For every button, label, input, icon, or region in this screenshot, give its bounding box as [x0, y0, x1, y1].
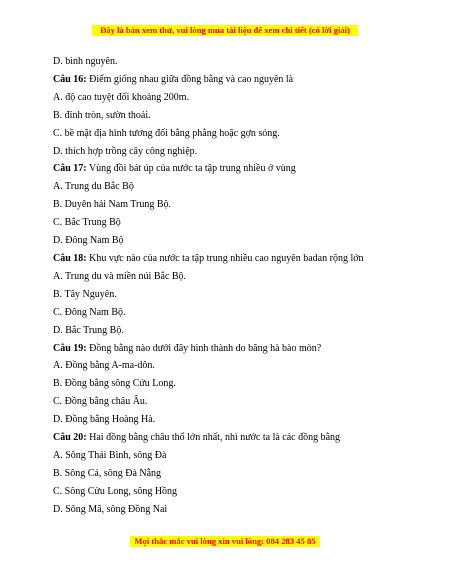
question-line	[53, 71, 423, 89]
question-number: Câu 16:	[53, 73, 87, 85]
question-number: Câu 17:	[53, 163, 87, 175]
question-line	[53, 160, 423, 178]
document-body	[53, 53, 423, 519]
answer-option: C. Đồng bằng châu Âu.	[53, 396, 148, 408]
answer-option: A. Trung du và miền núi Bắc Bộ.	[53, 270, 187, 282]
answer-option: D. Bắc Trung Bộ.	[53, 324, 124, 336]
answer-option: B. đỉnh tròn, sườn thoải.	[53, 109, 151, 121]
answer-option: B. Duyên hải Nam Trung Bộ.	[53, 199, 172, 211]
contact-footer: Mọi thắc mắc vui lòng xin vui lòng: 084 283 45 85	[130, 536, 320, 547]
question-text: Điểm giống nhau giữa đồng bằng và cao nguyên là	[86, 73, 294, 85]
answer-option: B. Đồng bằng sông Cửu Long.	[53, 378, 176, 390]
answer-option: D. Đông Nam Bộ	[53, 235, 124, 247]
question-text: Vùng đồi bát úp của nước ta tập trung nhiều ở vùng	[86, 163, 296, 175]
question-text: Hai đồng bằng châu thổ lớn nhất, nhì nước ta là các đồng bằng	[86, 432, 341, 444]
answer-option: D. thích hợp trồng cây công nghiệp.	[53, 145, 198, 157]
answer-option: C. bề mặt địa hình tương đối bằng phẳng hoặc gợn sóng.	[53, 127, 280, 139]
preview-notice-banner: Đây là bản xem thử, vui lòng mua tài liệu để xem chi tiết (có lời giải)	[92, 25, 358, 36]
answer-option: C. Sông Cửu Long, sông Hồng	[53, 485, 178, 497]
answer-option: A. Trung du Bắc Bộ	[53, 181, 134, 193]
answer-option: D. Sông Mã, sông Đồng Nai	[53, 503, 168, 515]
question-number: Câu 20:	[53, 432, 87, 444]
question-line	[53, 340, 423, 358]
answer-option: A. Sông Thái Bình, sông Đà	[53, 449, 167, 461]
answer-option: B. Tây Nguyên.	[53, 288, 117, 300]
question-number: Câu 18:	[53, 252, 87, 264]
question-text: Khu vực nào của nước ta tập trung nhiều cao nguyên badan rộng lớn	[86, 252, 364, 264]
answer-option: A. Đồng bằng A-ma-dôn.	[53, 360, 155, 372]
question-number: Câu 19:	[53, 342, 87, 354]
answer-option: B. Sông Cả, sông Đà Nẵng	[53, 467, 162, 479]
answer-option: A. độ cao tuyệt đối khoảng 200m.	[53, 91, 190, 103]
answer-option: C. Bắc Trung Bộ	[53, 217, 121, 229]
answer-option: D. bình nguyên.	[53, 56, 118, 67]
question-text: Đồng bằng nào dưới đây hình thành do băng hà bào mòn?	[86, 342, 322, 354]
question-line	[53, 429, 423, 447]
question-line	[53, 250, 423, 268]
answer-option: D. Đồng bằng Hoàng Hà.	[53, 414, 156, 426]
answer-option: C. Đông Nam Bộ.	[53, 306, 126, 318]
